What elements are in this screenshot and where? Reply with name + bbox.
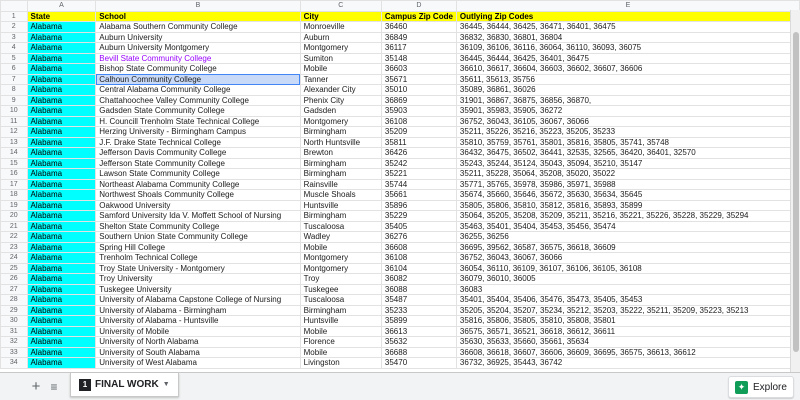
table-row [1,337,800,348]
cell-school[interactable]: Auburn University [96,32,300,43]
table-row [1,200,800,211]
cell-school[interactable]: Herzing University - Birmingham Campus [96,127,300,138]
cell-city[interactable]: Huntsville [300,316,381,327]
cell-state[interactable]: Alabama [27,32,96,43]
row-header[interactable]: 17 [1,179,28,190]
cell-city[interactable]: Florence [300,337,381,348]
row-header[interactable]: 13 [1,137,28,148]
row-header[interactable]: 32 [1,337,28,348]
cell-city[interactable]: North Huntsville [300,137,381,148]
cell-state[interactable]: Alabama [27,221,96,232]
cell-city[interactable]: Huntsville [300,200,381,211]
scrollbar-thumb[interactable] [793,32,799,352]
cell-zip[interactable]: 36426 [381,148,456,159]
cell-zip[interactable]: 36276 [381,232,456,243]
cell-state[interactable]: Alabama [27,85,96,96]
row-header[interactable]: 14 [1,148,28,159]
cell-outlying[interactable]: 36445, 36444, 36425, 36471, 36401, 36475 [456,22,799,33]
cell-city[interactable]: Tuscaloosa [300,295,381,306]
table-row [1,127,800,138]
cell-city[interactable]: Livingston [300,358,381,369]
cell-state[interactable]: Alabama [27,284,96,295]
cell-outlying[interactable]: 36445, 36444, 36425, 36401, 36475 [456,53,799,64]
row-header[interactable]: 24 [1,253,28,264]
cell-state[interactable]: Alabama [27,295,96,306]
cell-outlying[interactable]: 36109, 36106, 36116, 36064, 36110, 36093, 36075 [456,43,799,54]
row-header[interactable]: 7 [1,74,28,85]
cell-zip[interactable]: 35661 [381,190,456,201]
cell-school[interactable]: Auburn University Montgomery [96,43,300,54]
row-header[interactable]: 31 [1,326,28,337]
cell-city[interactable]: Tuscaloosa [300,221,381,232]
table-row [1,95,800,106]
cell-state[interactable]: Alabama [27,358,96,369]
table-row [1,85,800,96]
cell-state[interactable]: Alabama [27,347,96,358]
table-row [1,347,800,358]
cell-state[interactable]: Alabama [27,127,96,138]
table-row [1,22,800,33]
cell-state[interactable]: Alabama [27,179,96,190]
cell-zip[interactable]: 36849 [381,32,456,43]
cell-zip[interactable]: 35896 [381,200,456,211]
cell-zip[interactable]: 35010 [381,85,456,96]
table-row [1,64,800,75]
row-header[interactable]: 8 [1,85,28,96]
cell-outlying[interactable]: 35211, 35226, 35216, 35223, 35205, 35233 [456,127,799,138]
cell-outlying[interactable]: 36432, 36475, 36502, 36441, 32535, 32565, 36420, 36401, 32570 [456,148,799,159]
row-header[interactable]: 3 [1,32,28,43]
row-header[interactable]: 28 [1,295,28,306]
cell-outlying[interactable]: 36575, 36571, 36521, 36618, 36612, 36611 [456,326,799,337]
table-row [1,179,800,190]
cell-outlying[interactable]: 35901, 35983, 35905, 36272 [456,106,799,117]
cell-school[interactable]: Lawson State Community College [96,169,300,180]
cell-city[interactable]: Montgomery [300,253,381,264]
cell-zip[interactable]: 36108 [381,253,456,264]
row-header[interactable]: 34 [1,358,28,369]
select-all-corner[interactable] [1,1,28,12]
row-header[interactable]: 26 [1,274,28,285]
cell-city[interactable]: Phenix City [300,95,381,106]
table-row [1,284,800,295]
cell-state[interactable]: Alabama [27,74,96,85]
sheet-tab-final-work[interactable] [70,373,179,397]
cell-city[interactable]: Wadley [300,232,381,243]
cell-outlying[interactable]: 35611, 35613, 35756 [456,74,799,85]
cell-school[interactable]: Samford University Ida V. Moffett School of Nursing [96,211,300,222]
cell-zip[interactable]: 35221 [381,169,456,180]
table-row [1,169,800,180]
cell-outlying[interactable]: 35674, 35660, 35646, 35672, 35630, 35634, 35645 [456,190,799,201]
table-row [1,295,800,306]
cell-school[interactable]: University of West Alabama [96,358,300,369]
cell-school[interactable]: University of Alabama Capstone College of Nursing [96,295,300,306]
cell-outlying[interactable]: 36752, 36043, 36067, 36066 [456,253,799,264]
cell-city[interactable]: Birmingham [300,127,381,138]
cell-outlying[interactable]: 35064, 35205, 35208, 35209, 35211, 35216, 35221, 35226, 35228, 35229, 35294 [456,211,799,222]
cell-outlying[interactable]: 36054, 36110, 36109, 36107, 36106, 36105, 36108 [456,263,799,274]
header-cell-outlying[interactable]: Outlying Zip Codes [456,11,799,22]
cell-zip[interactable]: 36460 [381,22,456,33]
cell-zip[interactable]: 36608 [381,242,456,253]
header-cell-state[interactable]: State [27,11,96,22]
cell-zip[interactable]: 36869 [381,95,456,106]
cell-city[interactable]: Alexander City [300,85,381,96]
cell-outlying[interactable]: 36255, 36256 [456,232,799,243]
row-header[interactable]: 19 [1,200,28,211]
cell-school[interactable]: Chattahoochee Valley Community College [96,95,300,106]
cell-zip[interactable]: 35242 [381,158,456,169]
table-row [1,253,800,264]
cell-school[interactable]: Jefferson State Community College [96,158,300,169]
cell-city[interactable]: Birmingham [300,211,381,222]
cell-city[interactable]: Montgomery [300,43,381,54]
cell-state[interactable]: Alabama [27,95,96,106]
cell-school[interactable]: Troy State University - Montgomery [96,263,300,274]
row-header[interactable]: 30 [1,316,28,327]
column-header-b[interactable]: B [96,1,300,12]
row-header[interactable]: 18 [1,190,28,201]
cell-outlying[interactable]: 35089, 36861, 36026 [456,85,799,96]
cell-school[interactable]: University of Mobile [96,326,300,337]
table-row [1,232,800,243]
cell-school[interactable]: Northeast Alabama Community College [96,179,300,190]
table-row [1,74,800,85]
cell-outlying[interactable]: 35810, 35759, 35761, 35801, 35816, 35805, 35741, 35748 [456,137,799,148]
row-header[interactable]: 1 [1,11,28,22]
cell-city[interactable]: Mobile [300,242,381,253]
cell-zip[interactable]: 36088 [381,284,456,295]
table-row [1,211,800,222]
cell-zip[interactable]: 36082 [381,274,456,285]
cell-school[interactable]: University of Alabama - Huntsville [96,316,300,327]
cell-school[interactable]: University of North Alabama [96,337,300,348]
cell-state[interactable]: Alabama [27,190,96,201]
cell-zip[interactable]: 35632 [381,337,456,348]
explore-icon: ✦ [735,381,748,394]
cell-outlying[interactable]: 31901, 36867, 36875, 36856, 36870, [456,95,799,106]
cell-state[interactable]: Alabama [27,232,96,243]
tab-number-badge: 1 [79,379,91,391]
cell-school[interactable]: Central Alabama Community College [96,85,300,96]
cell-state[interactable]: Alabama [27,137,96,148]
cell-zip[interactable]: 35148 [381,53,456,64]
table-row [1,358,800,369]
cell-state[interactable]: Alabama [27,316,96,327]
header-cell-city[interactable]: City [300,11,381,22]
header-cell-zip[interactable]: Campus Zip Code [381,11,456,22]
cell-zip[interactable]: 35229 [381,211,456,222]
cell-city[interactable]: Montgomery [300,263,381,274]
cell-zip[interactable]: 35899 [381,316,456,327]
table-row [1,274,800,285]
table-row [1,221,800,232]
cell-school[interactable]: Bevill State Community College [96,53,300,64]
cell-zip[interactable]: 35744 [381,179,456,190]
cell-state[interactable]: Alabama [27,253,96,264]
cell-state[interactable]: Alabama [27,116,96,127]
cell-school[interactable]: Alabama Southern Community College [96,22,300,33]
cell-city[interactable]: Birmingham [300,158,381,169]
cell-city[interactable]: Brewton [300,148,381,159]
row-header[interactable]: 6 [1,64,28,75]
cell-outlying[interactable]: 35205, 35204, 35207, 35234, 35212, 35203, 35222, 35211, 35209, 35223, 35213 [456,305,799,316]
row-header[interactable]: 12 [1,127,28,138]
cell-outlying[interactable]: 36752, 36043, 36105, 36067, 36066 [456,116,799,127]
table-row [1,116,800,127]
explore-label: Explore [753,381,787,393]
table-row [1,106,800,117]
table-row [1,263,800,274]
column-header-e[interactable]: E [456,1,799,12]
cell-zip[interactable]: 36104 [381,263,456,274]
cell-city[interactable]: Mobile [300,326,381,337]
column-header-row [1,1,800,12]
row-header[interactable]: 23 [1,242,28,253]
cell-city[interactable]: Muscle Shoals [300,190,381,201]
cell-city[interactable]: Troy [300,274,381,285]
row-header[interactable]: 2 [1,22,28,33]
cell-outlying[interactable]: 36079, 36010, 36005 [456,274,799,285]
cell-outlying[interactable]: 35805, 35806, 35810, 35812, 35816, 35893, 35899 [456,200,799,211]
row-header[interactable]: 29 [1,305,28,316]
cell-zip[interactable]: 36117 [381,43,456,54]
plus-icon[interactable]: + [31,378,41,395]
cell-city[interactable]: Montgomery [300,116,381,127]
cell-zip[interactable]: 36613 [381,326,456,337]
cell-state[interactable]: Alabama [27,106,96,117]
cell-school[interactable]: Calhoun Community College [96,74,300,85]
cell-zip[interactable]: 35233 [381,305,456,316]
row-header[interactable]: 22 [1,232,28,243]
cell-city[interactable]: Sumiton [300,53,381,64]
cell-city[interactable]: Mobile [300,347,381,358]
cell-outlying[interactable]: 35401, 35404, 35406, 35476, 35473, 35405, 35453 [456,295,799,306]
cell-state[interactable]: Alabama [27,211,96,222]
cell-school[interactable]: Trenholm Technical College [96,253,300,264]
cell-zip[interactable]: 35811 [381,137,456,148]
cell-outlying[interactable]: 35463, 35401, 35404, 35453, 35456, 35474 [456,221,799,232]
cell-outlying[interactable]: 36608, 36618, 36607, 36606, 36609, 36695, 36575, 36613, 36612 [456,347,799,358]
table-row [1,190,800,201]
cell-city[interactable]: Monroeville [300,22,381,33]
cell-zip[interactable]: 36108 [381,116,456,127]
cell-school[interactable]: Tuskegee University [96,284,300,295]
cell-zip[interactable]: 35671 [381,74,456,85]
row-header[interactable]: 15 [1,158,28,169]
cell-school[interactable]: Troy University [96,274,300,285]
table-row [1,43,800,54]
cell-school[interactable]: University of South Alabama [96,347,300,358]
cell-state[interactable]: Alabama [27,200,96,211]
row-header[interactable]: 25 [1,263,28,274]
cell-outlying[interactable]: 35243, 35244, 35124, 35043, 35094, 35210, 35147 [456,158,799,169]
cell-city[interactable]: Tuskegee [300,284,381,295]
cell-state[interactable]: Alabama [27,64,96,75]
cell-city[interactable]: Rainsville [300,179,381,190]
row-header[interactable]: 16 [1,169,28,180]
cell-state[interactable]: Alabama [27,263,96,274]
chevron-down-icon[interactable]: ▼ [162,381,170,388]
cell-city[interactable]: Birmingham [300,305,381,316]
cell-school[interactable]: Oakwood University [96,200,300,211]
row-header[interactable]: 5 [1,53,28,64]
cell-outlying[interactable]: 35630, 35633, 35660, 35661, 35634 [456,337,799,348]
sheet-tab-bar [0,372,800,400]
cell-state[interactable]: Alabama [27,242,96,253]
cell-state[interactable]: Alabama [27,274,96,285]
cell-school[interactable]: H. Councill Trenholm State Technical College [96,116,300,127]
cell-school[interactable]: Northwest Shoals Community College [96,190,300,201]
cell-city[interactable]: Auburn [300,32,381,43]
sheet-list-icon[interactable]: ≡ [50,380,58,394]
table-row [1,305,800,316]
row-header[interactable]: 20 [1,211,28,222]
column-header-c[interactable]: C [300,1,381,12]
table-row [1,32,800,43]
cell-outlying[interactable]: 35816, 35806, 35805, 35810, 35808, 35801 [456,316,799,327]
cell-school[interactable]: Jefferson Davis Community College [96,148,300,159]
table-row [1,242,800,253]
cell-city[interactable]: Mobile [300,64,381,75]
cell-city[interactable]: Gadsden [300,106,381,117]
row-header[interactable]: 4 [1,43,28,54]
cell-school[interactable]: Spring Hill College [96,242,300,253]
cell-state[interactable]: Alabama [27,169,96,180]
cell-school[interactable]: Shelton State Community College [96,221,300,232]
cell-city[interactable]: Tanner [300,74,381,85]
cell-school[interactable]: Gadsden State Community College [96,106,300,117]
row-header[interactable]: 11 [1,116,28,127]
table-row [1,137,800,148]
cell-state[interactable]: Alabama [27,305,96,316]
cell-outlying[interactable]: 36695, 39562, 36587, 36575, 36618, 36609 [456,242,799,253]
cell-outlying[interactable]: 36610, 36617, 36604, 36603, 36602, 36607, 36606 [456,64,799,75]
row-header[interactable]: 21 [1,221,28,232]
cell-outlying[interactable]: 36083 [456,284,799,295]
cell-zip[interactable]: 35470 [381,358,456,369]
header-data-row [1,11,800,22]
cell-state[interactable]: Alabama [27,53,96,64]
cell-zip[interactable]: 35209 [381,127,456,138]
explore-button[interactable] [728,376,794,398]
cell-city[interactable]: Birmingham [300,169,381,180]
cell-state[interactable]: Alabama [27,337,96,348]
row-header[interactable]: 9 [1,95,28,106]
row-header[interactable]: 33 [1,347,28,358]
sheet-tab-label: FINAL WORK [95,379,159,390]
cell-state[interactable]: Alabama [27,326,96,337]
cell-outlying[interactable]: 36732, 36925, 35443, 36742 [456,358,799,369]
table-row [1,148,800,159]
cell-zip[interactable]: 35903 [381,106,456,117]
row-header[interactable]: 10 [1,106,28,117]
table-row [1,316,800,327]
cell-state[interactable]: Alabama [27,22,96,33]
row-header[interactable]: 27 [1,284,28,295]
table-row [1,158,800,169]
vertical-scrollbar[interactable] [790,10,800,372]
cell-state[interactable]: Alabama [27,158,96,169]
cell-zip[interactable]: 36688 [381,347,456,358]
cell-school[interactable]: University of Alabama - Birmingham [96,305,300,316]
header-cell-school[interactable]: School [96,11,300,22]
column-header-a[interactable]: A [27,1,96,12]
cell-outlying[interactable]: 35771, 35765, 35978, 35986, 35971, 35988 [456,179,799,190]
cell-zip[interactable]: 35405 [381,221,456,232]
table-row [1,53,800,64]
table-row [1,326,800,337]
cell-school[interactable]: Bishop State Community College [96,64,300,75]
column-header-d[interactable]: D [381,1,456,12]
cell-zip[interactable]: 35487 [381,295,456,306]
cell-outlying[interactable]: 36832, 36830, 36801, 36804 [456,32,799,43]
cell-state[interactable]: Alabama [27,43,96,54]
cell-school[interactable]: Southern Union State Community College [96,232,300,243]
cell-zip[interactable]: 36603 [381,64,456,75]
cell-outlying[interactable]: 35211, 35228, 35064, 35208, 35020, 35022 [456,169,799,180]
cell-school[interactable]: J.F. Drake State Technical College [96,137,300,148]
cell-state[interactable]: Alabama [27,148,96,159]
